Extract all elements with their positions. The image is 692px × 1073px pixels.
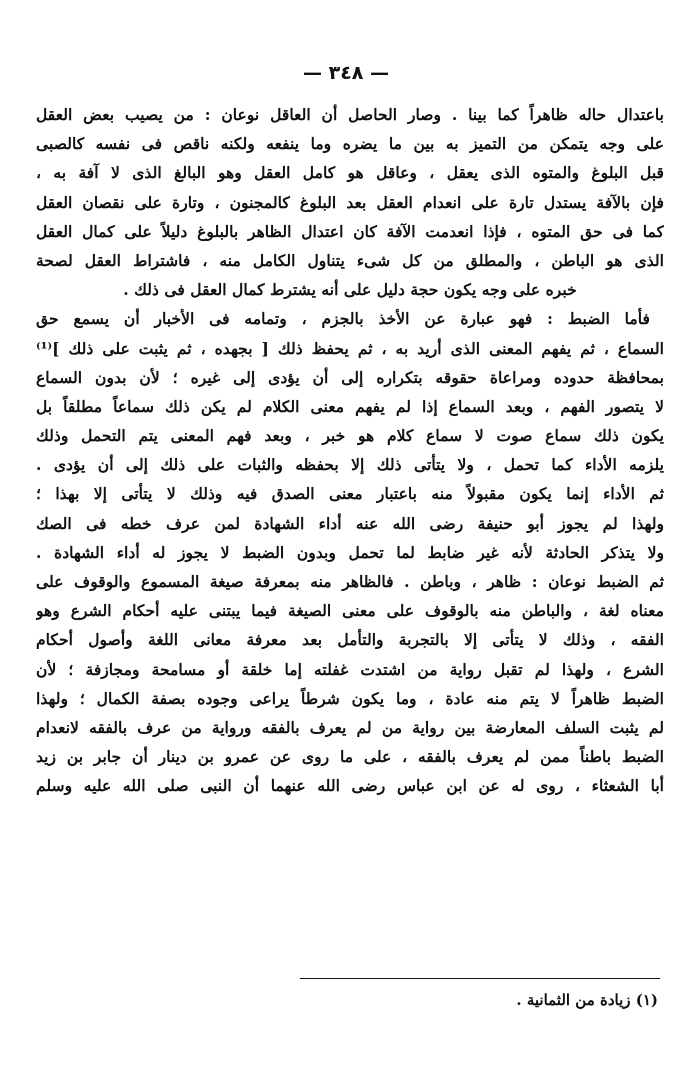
text-line: كما فى حق المتوه ، فإذا انعدمت الآفة كان اعتدال الظاهر بالبلوغ دليلاً على كمال العقل	[36, 221, 664, 241]
text-line: لم يثبت السلف المعارضة بين رواية من لم يعرف بالفقه ورواية من عرف بالفقه لانعدام	[36, 717, 664, 737]
text-line: لا يتصور الفهم ، وبعد السماع إذا لم يفهم معنى الكلام لم يكن ذلك سماعاً مطلقاً بل	[36, 396, 664, 416]
text-line: يلزمه الأداء كما تحمل ، ولا يتأتى ذلك إلا بحفظه والثبات على ذلك إلى أن يؤدى .	[36, 455, 664, 475]
text-line: ثم الأداء إنما يكون مقبولاً منه باعتبار معنى الصدق فيه وذلك لا يتأتى إلا بهذا ؛	[36, 484, 664, 504]
text-line: فإن بالآفة يستدل تارة على انعدام العقل بعد البلوغ كالمجنون ، وتارة على نقصان العقل	[36, 192, 664, 212]
text-line: الضبط باطناً ممن لم يعرف بالفقه ، على ما روى عن عمرو بن دينار أن جابر بن زيد	[36, 747, 664, 767]
text-line: معناه لغة ، والباطن منه بالوقوف على معنى الصيغة فيما يبتنى عليه أحكام الشرع وهو	[36, 601, 664, 621]
body-text	[36, 100, 664, 801]
text-line: بمحافظة حدوده ومراعاة حقوقه بتكراره إلى أن يؤدى إلى غيره ؛ لأن بدون السماع	[36, 367, 664, 387]
text-line: الفقه ، وذلك لا يتأتى إلا بالتجربة والتأمل بعد معرفة معانى اللغة وأصول أحكام	[36, 630, 664, 650]
text-line: ولهذا لم يجوز أبو حنيفة رضى الله عنه أداء الشهادة لمن عرف خطه فى الصك	[36, 513, 664, 533]
page-number: — ٣٤٨ —	[302, 62, 390, 84]
text-line: الضبط ظاهراً لا يتم منه عادة ، وما يكون شرطاً يراعى وجوده بصفة الكمال ؛ ولهذا	[36, 688, 664, 708]
footnote-divider	[300, 978, 660, 979]
text-line: أبا الشعثاء ، روى له عن ابن عباس رضى الله عنهما أن النبى صلى الله عليه وسلم	[36, 776, 664, 796]
text-line: على وجه يتمكن من التميز به بين ما يضره وما ينفعه ولكنه ناقص فى نفسه كالصبى	[36, 134, 664, 154]
text-line: الشرع ، ولهذا لم تقبل رواية من اشتدت غفلته إما خلقة أو مسامحة ومجازفة ؛ لأن	[36, 659, 664, 679]
footnote: (١) زيادة من الثمانية .	[516, 991, 658, 1009]
text-line: السماع ، ثم يفهم المعنى الذى أريد به ، ثم يحفظ ذلك [ بجهده ، ثم يثبت على ذلك ]⁽¹⁾	[36, 338, 664, 358]
text-line: ثم الضبط نوعان : ظاهر ، وباطن . فالظاهر منه بمعرفة صيغة المسموع والوقوف على	[36, 572, 664, 591]
text-line: ولا يتذكر الحادثة لأنه غير ضابط لما تحمل وبدون الضبط لا يجوز له أداء الشهادة .	[36, 542, 664, 562]
text-line: يكون ذلك سماع صوت لا سماع كلام هو خبر ، وبعد فهم المعنى يتم التحمل وذلك	[36, 426, 664, 446]
text-line: باعتدال حاله ظاهراً كما بينا . وصار الحاصل أن العاقل نوعان : من يصيب بعض العقل	[36, 105, 664, 124]
text-line: فأما الضبط : فهو عبارة عن الأخذ بالجزم ، وتمامه فى الأخبار أن يسمع حق	[36, 309, 650, 329]
text-line: الذى هو الباطن ، والمطلق من كل شىء يتناول الكامل منه ، فاشتراط العقل لصحة	[36, 250, 664, 270]
text-line: قبل البلوغ والمتوه الذى يعقل ، وعاقل هو كامل العقل وهو البالغ الذى لا آفة به ،	[36, 163, 664, 183]
text-line: خبره على وجه يكون حجة دليل على أنه يشترط كمال العقل فى ذلك .	[123, 280, 577, 300]
